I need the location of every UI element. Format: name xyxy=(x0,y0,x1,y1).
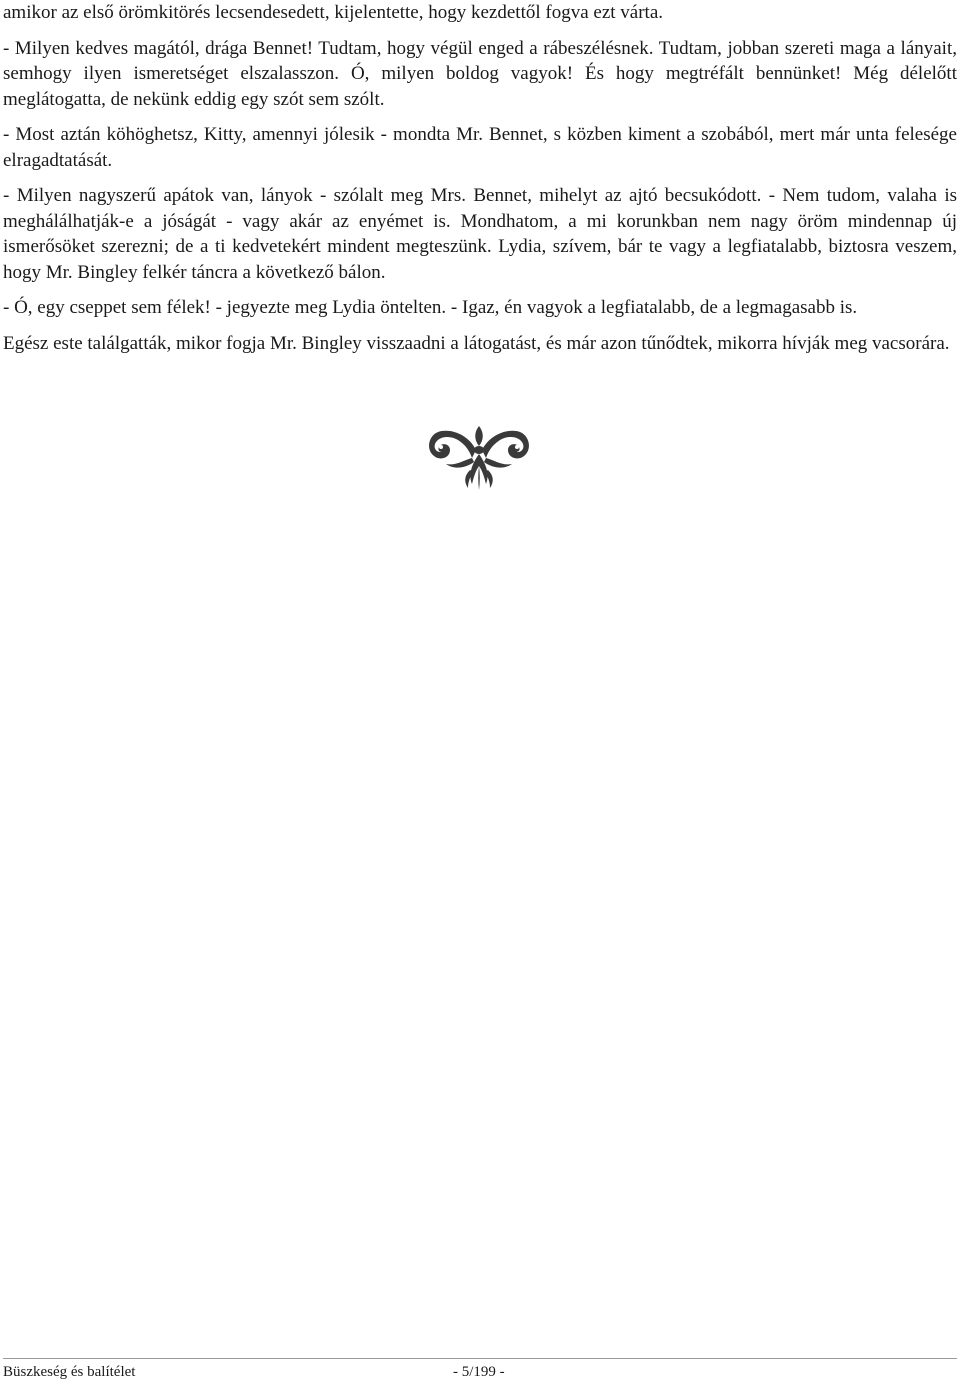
fleuron-ornament-icon xyxy=(424,420,534,492)
footer-page-number: - 5/199 - xyxy=(453,1364,505,1380)
paragraph-4: - Milyen nagyszerű apátok van, lányok - szólalt meg Mrs. Bennet, mihelyt az ajtó becsukódott. - Nem tudom, valaha is meghálálhatják-e a jóságát - vagy akár az enyémet is. Mondhatom, a mi korunkban nem nagy öröm mindennap új ismerősöket szerezni; de a ti kedvetekért mindent megteszünk. Lydia, szívem, bár te vagy a legfiatalabb, biztosra veszem, hogy Mr. Bingley felkér táncra a következő bálon. xyxy=(3,185,957,283)
paragraph-2: - Milyen kedves magától, drága Bennet! Tudtam, hogy végül enged a rábeszélésnek. Tudtam, jobban szereti maga a lányait, semhogy ilyen ismeretséget elszalasszon. Ó, milyen boldog vagyok! És hogy megtréfált bennünket! Még délelőtt meglátogatta, de nekünk eddig egy szót sem szólt. xyxy=(3,37,957,110)
footer-book-title: Büszkeség és balítélet xyxy=(3,1364,136,1380)
paragraph-5: - Ó, egy cseppet sem félek! - jegyezte meg Lydia öntelten. - Igaz, én vagyok a legfiatalabb, de a legmagasabb is. xyxy=(3,297,858,318)
footer-divider xyxy=(3,1358,957,1359)
paragraph-6: Egész este találgatták, mikor fogja Mr. Bingley visszaadni a látogatást, és már azon tűnődtek, mikorra hívják meg vacsorára. xyxy=(3,332,950,354)
paragraph-1: amikor az első örömkitörés lecsendesedett, kijelentette, hogy kezdettől fogva ezt várta. xyxy=(3,2,663,23)
body-text xyxy=(3,0,957,366)
paragraph-3: - Most aztán köhöghetsz, Kitty, amennyi jólesik - mondta Mr. Bennet, s közben kiment a szobából, mert már unta felesége elragadtatását. xyxy=(3,124,957,171)
